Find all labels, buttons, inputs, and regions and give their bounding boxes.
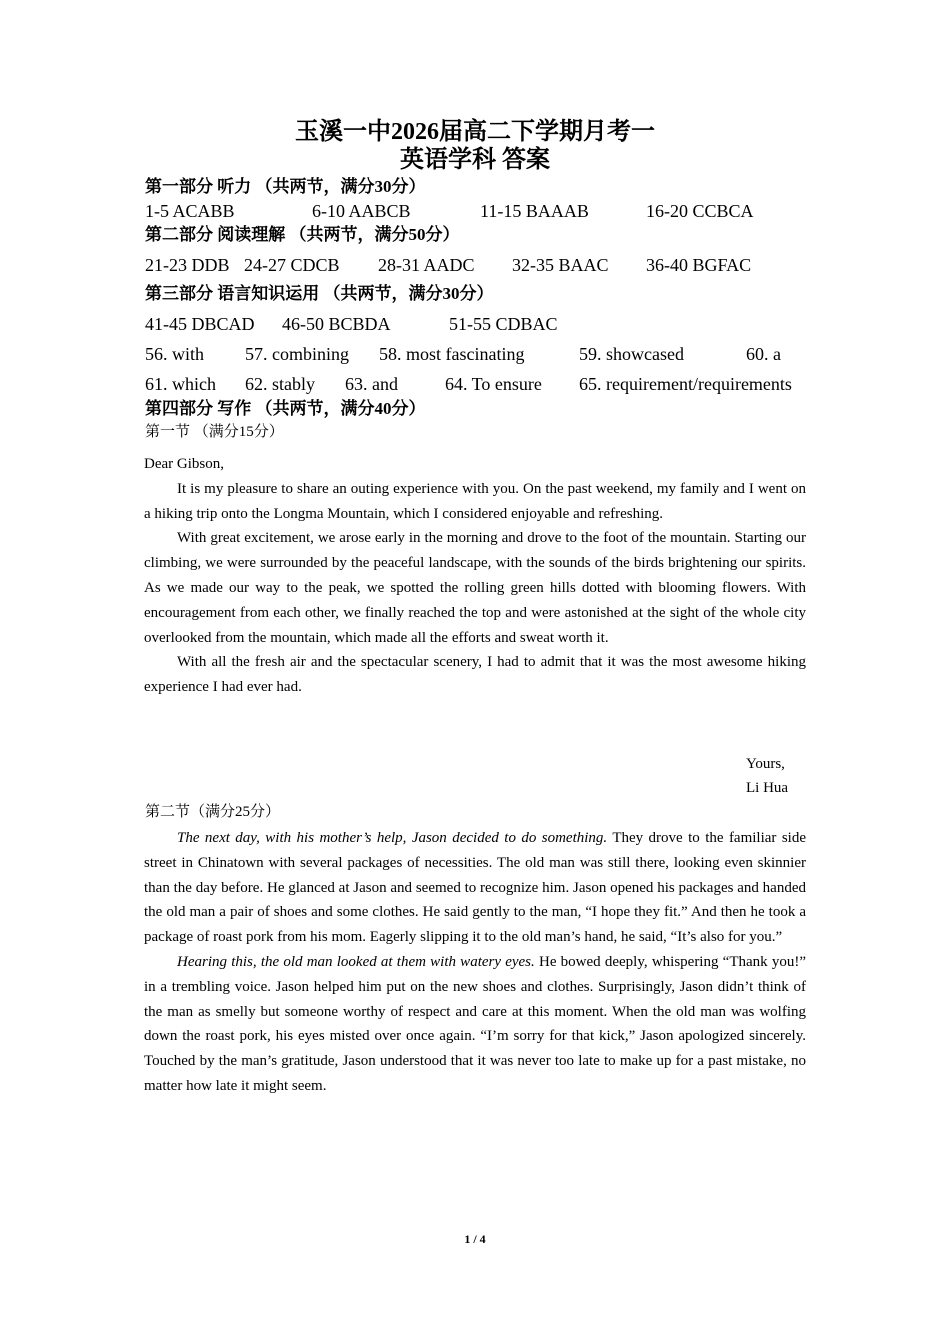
letter-paragraph: With all the fresh air and the spectacular scenery, I had to admit that it was the most awesome hiking experience I had ever had. — [144, 654, 806, 696]
answer-item: 64. To ensure — [445, 374, 542, 394]
part1-heading: 第一部分 听力 （共两节，满分30分） — [145, 177, 426, 196]
answer-item: 62. stably — [245, 374, 315, 394]
continuation-paragraph — [144, 826, 806, 950]
continuation-body — [144, 826, 806, 1099]
letter-signature: Li Hua — [746, 780, 789, 796]
answer-item: 61. which — [145, 374, 216, 394]
answer-group: 41-45 DBCAD — [145, 314, 255, 334]
answer-item: 63. and — [345, 374, 398, 394]
page-title: 玉溪一中2026届高二下学期月考一 — [295, 119, 655, 145]
paragraph-text: They drove to the familiar side street in Chinatown with several packages of necessities. The old man was still there, looking even skinnier than the day before. He glanced at Jason and seemed to recognize him. Jason opened his packages and handed the old man a pair of shoes and some clothes. He said gently to the man, “I hope they fit.” And then he took a package of roast pork from his mom. Eagerly slipping it to the old man’s hand, he said, “It’s also for you.” — [144, 830, 806, 946]
paragraph-text: He bowed deeply, whispering “Thank you!” in a trembling voice. Jason helped him put on the new shoes and clothes. Surprisingly, Jason didn’t think of the man as smelly but someone worthy of respect and care at this moment. When the old man was wolfing down the roast pork, his eyes misted over once again. “I’m sorry for that kick,” Jason apologized sincerely. Touched by the man’s gratitude, Jason understood that it was never too late to make up for a past mistake, no matter how late it might seem. — [144, 953, 807, 1094]
letter-greeting: Dear Gibson, — [144, 456, 224, 472]
answer-item: 56. with — [145, 344, 205, 364]
part3-heading: 第三部分 语言知识运用 （共两节，满分30分） — [145, 284, 494, 303]
paragraph-lead: The next day, with his mother’s help, Jason decided to do something. — [177, 830, 608, 846]
answer-group: 32-35 BAAC — [512, 255, 609, 275]
answer-item: 57. combining — [245, 344, 349, 364]
answer-group: 46-50 BCBDA — [282, 314, 391, 334]
page-subtitle: 英语学科 答案 — [400, 147, 550, 173]
paragraph-lead: Hearing this, the old man looked at them with watery eyes. — [177, 953, 535, 970]
section2-label: 第二节（满分25分） — [145, 804, 281, 820]
answer-group: 6-10 AABCB — [312, 201, 411, 221]
answer-group: 28-31 AADC — [378, 255, 475, 275]
answer-group: 36-40 BGFAC — [646, 255, 752, 275]
answer-group: 11-15 BAAAB — [480, 201, 589, 221]
letter-paragraph: It is my pleasure to share an outing experience with you. On the past weekend, my family and I went on a hiking trip onto the Longma Mountain, which I considered enjoyable and refreshing. — [144, 480, 806, 522]
section1-label: 第一节 （满分15分） — [145, 424, 284, 440]
answer-item: 59. showcased — [579, 344, 684, 364]
answer-group: 16-20 CCBCA — [646, 201, 754, 221]
part4-heading: 第四部分 写作 （共两节，满分40分） — [145, 399, 426, 418]
answer-group: 24-27 CDCB — [244, 255, 340, 275]
answer-group: 51-55 CDBAC — [449, 314, 558, 334]
answer-group: 21-23 DDB — [145, 255, 230, 275]
answer-item: 60. a — [746, 344, 781, 364]
letter-closing: Yours, — [746, 756, 785, 772]
letter-paragraph: With great excitement, we arose early in the morning and drove to the foot of the mountain. Starting our climbing, we were surrounded by the peaceful landscape, with the sounds of the birds brightening our spirits. As we made our way to the peak, we spotted the rolling green hills dotted with blooming flowers. With encouragement from each other, we finally reached the top and were astonished at the sight of the whole city overlooked from the mountain, which made all the efforts and sweat worth it. — [144, 530, 806, 646]
answer-item: 58. most fascinating — [379, 344, 525, 364]
letter-body — [144, 452, 806, 700]
part2-heading: 第二部分 阅读理解 （共两节，满分50分） — [145, 225, 460, 244]
continuation-paragraph — [144, 950, 806, 1099]
page-number: 1 / 4 — [464, 1232, 486, 1246]
answer-group: 1-5 ACABB — [145, 201, 235, 221]
answer-item: 65. requirement/requirements — [579, 374, 792, 394]
